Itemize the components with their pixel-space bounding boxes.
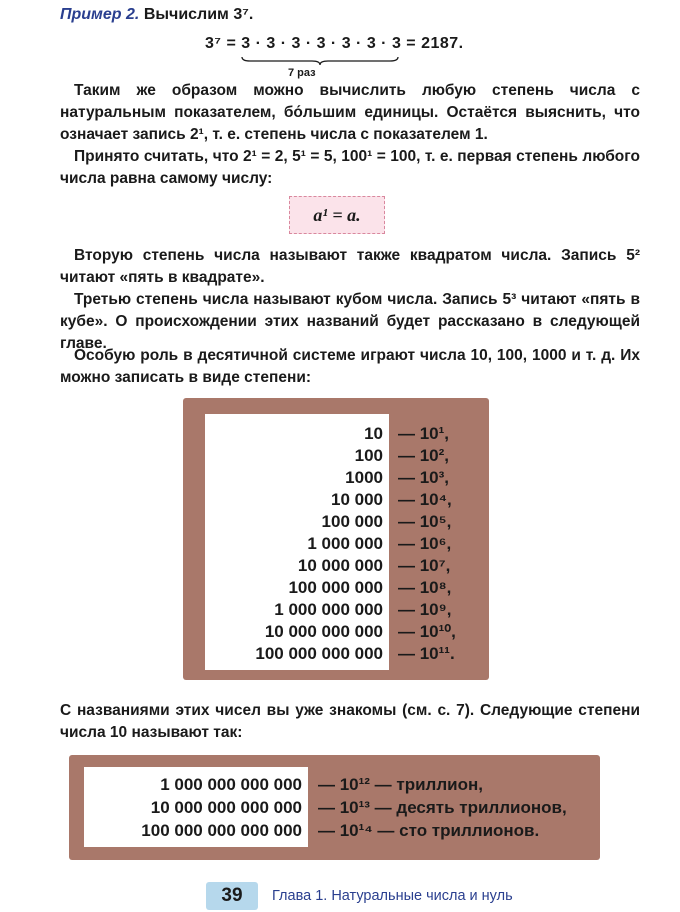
powers-row: [0, 556, 680, 579]
underbrace: [240, 56, 400, 66]
powers-row: [0, 424, 680, 447]
powers-row: [0, 512, 680, 535]
powers-row: [0, 490, 680, 513]
example-text: Вычислим 3⁷.: [143, 6, 254, 23]
power-value: — 10⁹,: [398, 600, 452, 619]
power-value: — 10¹¹.: [398, 644, 455, 663]
paragraph-5: Особую роль в десятичной системе играют числа 10, 100, 1000 и т. д. Их можно записать в виде степени:: [60, 347, 640, 386]
chapter-title: Глава 1. Натуральные числа и нуль: [272, 888, 513, 904]
power-value: — 10¹⁰,: [398, 622, 456, 641]
example-label: Пример 2.: [60, 6, 140, 23]
name-value: — 10¹² — триллион,: [318, 775, 483, 794]
power-number: 1 000 000 000: [274, 600, 383, 619]
power-number: 10 000: [331, 490, 383, 509]
power-number: 100 000 000: [288, 578, 383, 597]
powers-row: [0, 644, 680, 667]
name-number: 10 000 000 000 000: [150, 798, 302, 817]
names-row: [0, 775, 680, 798]
power-number: 10: [364, 424, 383, 443]
power-value: — 10⁶,: [398, 534, 452, 553]
example-heading: [60, 6, 253, 24]
power-value: — 10⁷,: [398, 556, 451, 575]
powers-row: [0, 468, 680, 491]
name-number: 100 000 000 000 000: [141, 821, 302, 840]
power-number: 1 000 000: [307, 534, 383, 553]
powers-row: [0, 446, 680, 469]
power-number: 100 000: [321, 512, 383, 531]
name-number: 1 000 000 000 000: [160, 775, 302, 794]
paragraph-6: С названиями этих чисел вы уже знакомы (см. с. 7). Следующие степени числа 10 называют так:: [60, 702, 640, 741]
power-number: 10 000 000 000: [264, 622, 383, 641]
powers-row: [0, 622, 680, 645]
powers-row: [0, 534, 680, 557]
paragraph-1: Таким же образом можно вычислить любую степень числа с натуральным показателем, бо́льшим единицы. Остаётся выяснить, что означает запись 2¹, т. е. степень числа с показателем 1.: [60, 82, 640, 143]
example-formula: 3⁷ = 3 · 3 · 3 · 3 · 3 · 3 · 3 = 2187.: [205, 35, 464, 52]
paragraph-4: Третью степень числа называют кубом числа. Запись 5³ читают «пять в кубе». О происхождении этих названий будет рассказано в следующей главе.: [60, 291, 640, 352]
page-number: 39: [206, 882, 258, 910]
power-number: 10 000 000: [297, 556, 383, 575]
powers-row: [0, 600, 680, 623]
paragraph-2: Принято считать, что 2¹ = 2, 5¹ = 5, 100¹ = 100, т. е. первая степень любого числа равна самому числу:: [60, 148, 640, 187]
power-number: 1000: [345, 468, 383, 487]
power-value: — 10⁴,: [398, 490, 452, 509]
powers-row: [0, 578, 680, 601]
rule-box: a¹ = a.: [289, 196, 385, 234]
power-value: — 10⁸,: [398, 578, 452, 597]
brace-label: 7 раз: [288, 67, 316, 79]
power-value: — 10²,: [398, 446, 450, 465]
power-value: — 10³,: [398, 468, 450, 487]
name-value: — 10¹⁴ — сто триллионов.: [318, 821, 540, 840]
names-row: [0, 798, 680, 821]
power-value: — 10¹,: [398, 424, 450, 443]
power-number: 100: [354, 446, 383, 465]
paragraph-3: Вторую степень числа называют также квадратом числа. Запись 5² читают «пять в квадрате».: [60, 247, 640, 286]
power-value: — 10⁵,: [398, 512, 452, 531]
name-value: — 10¹³ — десять триллионов,: [318, 798, 567, 817]
names-row: [0, 821, 680, 844]
power-number: 100 000 000 000: [255, 644, 383, 663]
